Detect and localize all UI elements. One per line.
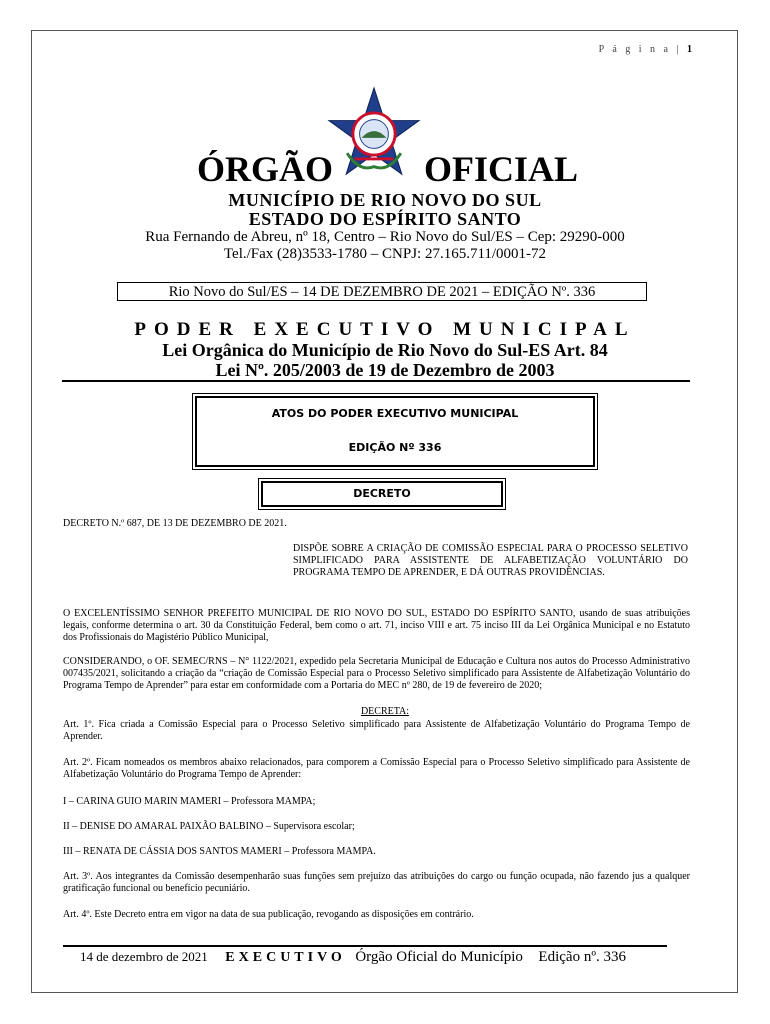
decreta-heading: DECRETA: [360,706,410,717]
member-item-2: II – DENISE DO AMARAL PAIXÃO BALBINO – Supervisora escolar; [63,821,355,832]
footer-divider [63,945,667,947]
footer-date: 14 de dezembro de 2021 [80,949,208,964]
header-divider [62,380,690,382]
member-item-3: III – RENATA DE CÁSSIA DOS SANTOS MAMERI – Professora MAMPA. [63,846,376,857]
atos-edition: EDIÇÃO Nº 336 [348,441,442,454]
considerando-paragraph: CONSIDERANDO, o OF. SEMEC/RNS – N° 1122/2021, expedido pela Secretaria Municipal de Educação e Cultura nos autos do Processo Administrativo 007435/2021, solicitando a criação da “criação de Comissão Especial para o Processo Seletivo simplificado para Assistente de Alfabetização Voluntário do Programa Tempo de Aprender” para estar em conformidade com a Portaria do MEC nº 280, de 19 de fevereiro de 2020; [63,656,690,691]
masthead-title-left: ÓRGÃO [197,149,334,189]
article-1: Art. 1º. Fica criada a Comissão Especial para o Processo Seletivo simplificado para Assistente de Alfabetização Voluntário do Programa Tempo de Aprender. [63,719,690,742]
decreto-label: DECRETO [261,481,503,507]
page-number-value: 1 [687,44,692,55]
decreto-numero: DECRETO N.º 687, DE 13 DE DEZEMBRO DE 2021. [63,518,287,529]
municipio-name: MUNICÍPIO DE RIO NOVO DO SUL [228,190,542,210]
article-4: Art. 4º. Este Decreto entra em vigor na data de sua publicação, revogando as disposições em contrário. [63,909,474,920]
estado-name: ESTADO DO ESPÍRITO SANTO [248,209,522,229]
date-edition-box: Rio Novo do Sul/ES – 14 DE DEZEMBRO DE 2021 – EDIÇÃO Nº. 336 [117,282,647,301]
decreto-box [258,478,506,510]
atos-title: ATOS DO PODER EXECUTIVO MUNICIPAL [271,407,519,420]
address-line: Rua Fernando de Abreu, nº 18, Centro – Rio Novo do Sul/ES – Cep: 29290-000 [145,229,625,245]
masthead-title-right: OFICIAL [424,149,579,189]
atos-box [192,393,598,470]
article-2: Art. 2º. Ficam nomeados os membros abaixo relacionados, para comporem a Comissão Especial para o Processo Seletivo simplificado para Assistente de Alfabetização Voluntário do Programa Tempo de Aprender: [63,757,690,780]
state-coat-of-arms-icon [326,86,422,182]
ementa: DISPÕE SOBRE A CRIAÇÃO DE COMISSÃO ESPECIAL PARA O PROCESSO SELETIVO SIMPLIFICADO PARA ASSISTENTE DE ALFABETIZAÇÃO VOLUNTÁRIO DO PROGRAMA TEMPO DE APRENDER, E DÁ OUTRAS PROVIDÊNCIAS. [293,543,688,578]
preamble-paragraph: O EXCELENTÍSSIMO SENHOR PREFEITO MUNICIPAL DE RIO NOVO DO SUL, ESTADO DO ESPÍRITO SANTO, usando de suas atribuições legais, conforme determina o art. 30 da Constituição Federal, bem como o art. 71, inciso VIII e art. 75 inciso III da Lei Orgânica Municipal e no Estatuto dos Profissionais do Magistério Público Municipal, [63,608,690,643]
footer [80,949,626,966]
contact-line: Tel./Fax (28)3533-1780 – CNPJ: 27.165.711/0001-72 [223,246,547,262]
footer-orgao: Órgão Oficial do Município [355,949,523,965]
lei-organica-line: Lei Orgânica do Município de Rio Novo do Sul-ES Art. 84 [162,340,608,360]
page-number [599,44,692,55]
lei-numero-line: Lei Nº. 205/2003 de 19 de Dezembro de 2003 [215,360,555,380]
page-label: P á g i n a | [598,44,682,55]
article-3: Art. 3º. Aos integrantes da Comissão desempenharão suas funções sem prejuízo das atribuições do cargo ou função ocupada, não fazendo jus a qualquer gratificação funcional ou benefício pecuniário. [63,871,690,894]
poder-executivo-heading: PODER EXECUTIVO MUNICIPAL [134,319,636,340]
member-item-1: I – CARINA GUIO MARIN MAMERI – Professora MAMPA; [63,796,316,807]
footer-executivo: EXECUTIVO [225,950,346,965]
footer-edicao: Edição nº. 336 [538,949,626,965]
